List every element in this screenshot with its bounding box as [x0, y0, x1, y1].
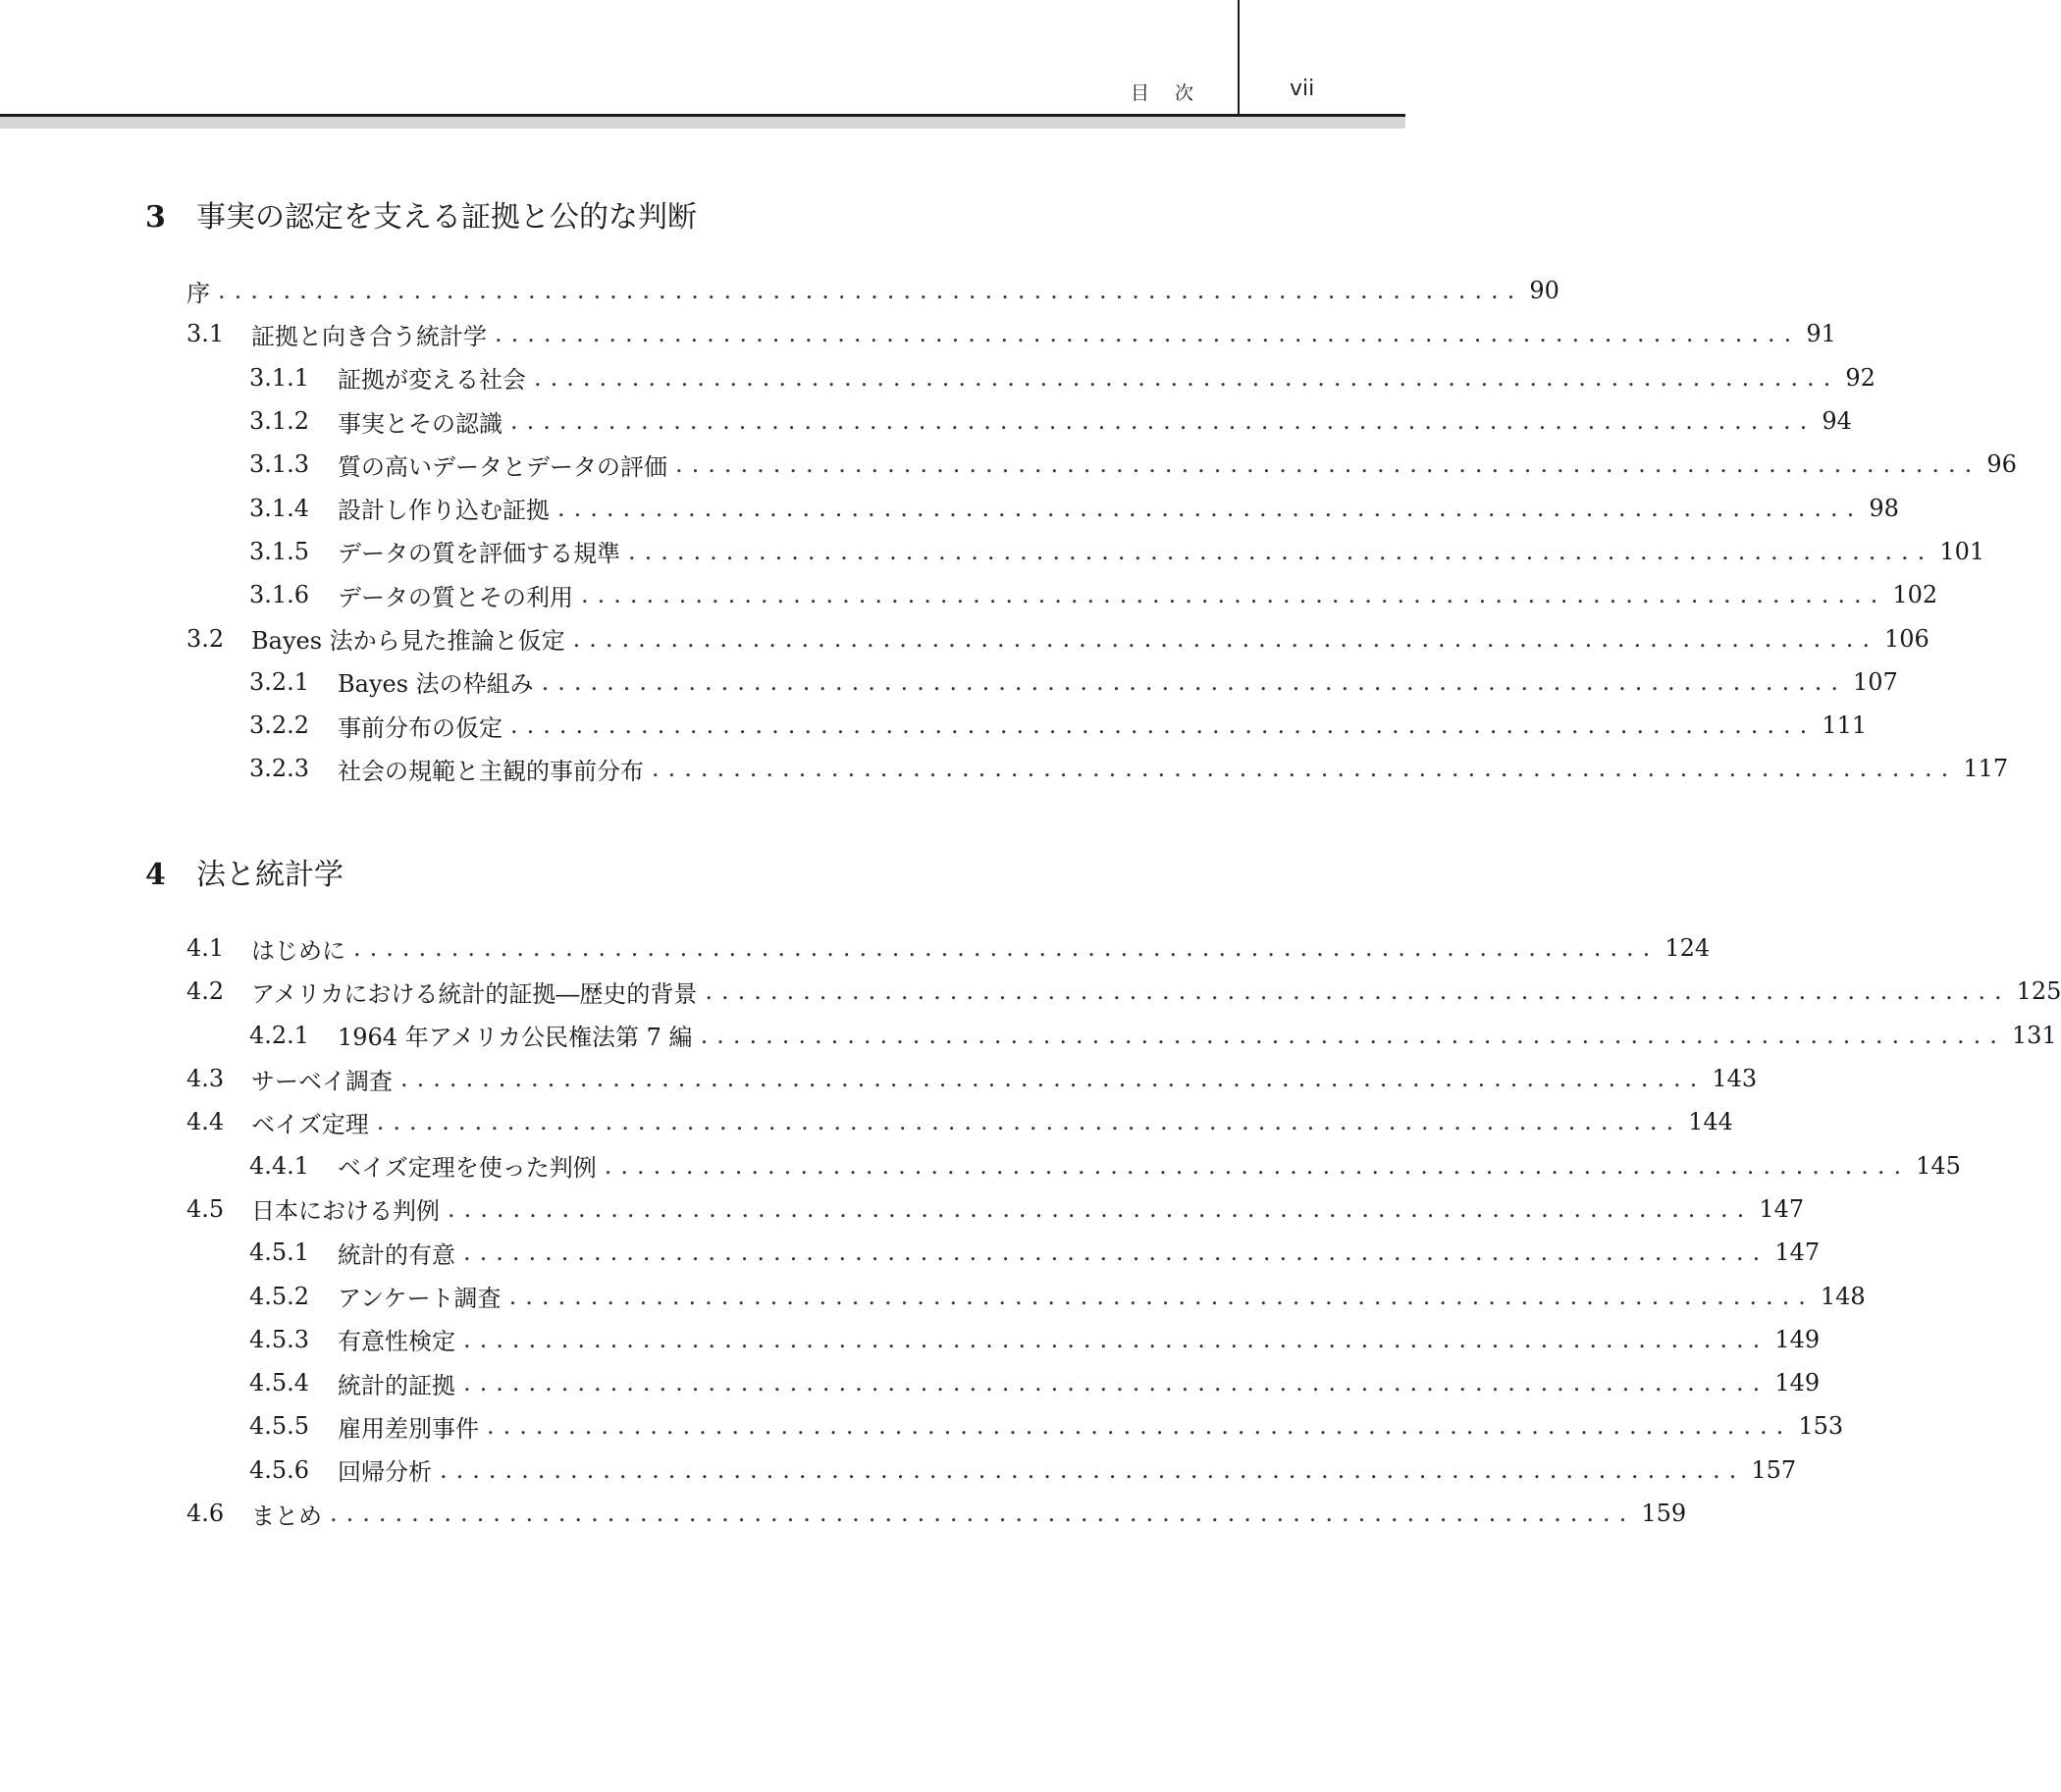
toc-leader-dots: ................................................................................: [508, 1282, 1815, 1310]
toc-entry[interactable]: [186, 399, 1852, 443]
toc-entry-page: 124: [1665, 934, 1711, 963]
toc-entry[interactable]: [186, 1274, 1866, 1317]
toc-leader-dots: ................................................................................: [510, 407, 1817, 436]
running-title: 目 次: [1130, 82, 1203, 104]
chapter-number: 4: [145, 858, 166, 892]
toc-leader-dots: ................................................................................: [510, 712, 1817, 740]
toc-entry-number: 3.1.3: [249, 450, 310, 479]
toc-list-chapter-4: [186, 926, 2061, 1535]
toc-entry-number: 4.3: [186, 1065, 225, 1093]
toc-entry[interactable]: [186, 573, 1938, 616]
toc-entry-page: 91: [1806, 320, 1836, 348]
header-vertical-rule: [1238, 0, 1240, 116]
toc-entry[interactable]: [186, 1492, 1687, 1535]
toc-entry-number: 4.5.3: [249, 1325, 310, 1353]
toc-leader-dots: ................................................................................: [534, 363, 1840, 392]
chapter-title: 法と統計学: [196, 858, 344, 892]
toc-entry-page: 98: [1869, 494, 1899, 522]
toc-entry-number: 4.5.1: [249, 1239, 310, 1267]
chapter-number: 3: [145, 200, 166, 235]
toc-entry-page: 143: [1712, 1065, 1758, 1093]
toc-leader-dots: ................................................................................: [628, 537, 1934, 565]
toc-entry-number: 4.4: [186, 1108, 225, 1136]
toc-leader-dots: ................................................................................: [463, 1239, 1770, 1267]
toc-leader-dots: ................................................................................: [700, 1021, 2006, 1049]
toc-entry-page: 131: [2011, 1021, 2057, 1049]
toc-entry[interactable]: [186, 926, 1711, 970]
toc-entry-number: 4.5.4: [249, 1369, 310, 1397]
toc-entry-page: 149: [1774, 1369, 1821, 1397]
toc-leader-dots: ................................................................................: [376, 1108, 1683, 1136]
toc-leader-dots: ................................................................................: [448, 1194, 1754, 1223]
toc-entry-number: 3.1.6: [249, 581, 310, 609]
toc-entry-title: 設計し作り込む証拠: [338, 497, 550, 525]
toc-entry-number: 3.2.2: [249, 712, 310, 740]
toc-entry[interactable]: [186, 1318, 1821, 1361]
toc-entry-title: 質の高いデータとデータの評価: [338, 452, 667, 481]
toc-entry-title: 証拠と向き合う統計学: [251, 322, 487, 350]
toc-leader-dots: ................................................................................: [604, 1151, 1911, 1180]
toc-entry-number: 4.5: [186, 1194, 225, 1223]
toc-entry[interactable]: [186, 747, 2009, 790]
toc-leader-dots: ................................................................................: [400, 1065, 1707, 1093]
toc-leader-dots: ................................................................................: [495, 320, 1801, 348]
toc-entry[interactable]: [186, 356, 1876, 399]
toc-leader-dots: ................................................................................: [675, 450, 1982, 479]
toc-entry-title: はじめに: [251, 936, 345, 965]
toc-entry-page: 117: [1963, 755, 2009, 783]
chapter-heading-3: [145, 192, 697, 236]
toc-entry-title: サーベイ調査: [251, 1067, 393, 1095]
toc-entry-number: 3.1.1: [249, 363, 310, 392]
toc-entry-page: 147: [1774, 1239, 1821, 1267]
toc-entry[interactable]: [186, 530, 1985, 573]
toc-entry-title: データの質を評価する規準: [338, 540, 620, 568]
toc-leader-dots: ................................................................................: [705, 977, 2011, 1006]
page-number: vii: [1290, 77, 1315, 101]
toc-entry[interactable]: [186, 704, 1868, 747]
toc-entry-title: データの質とその利用: [338, 583, 573, 611]
toc-entry[interactable]: [186, 312, 1836, 355]
toc-entry-number: 3.1.2: [249, 407, 310, 436]
toc-leader-dots: ................................................................................: [218, 277, 1524, 305]
toc-entry[interactable]: [186, 1057, 1758, 1100]
toc-entry-title: まとめ: [251, 1502, 322, 1530]
toc-entry-number: 4.2.1: [249, 1021, 310, 1049]
toc-entry-number: 4.5.6: [249, 1455, 310, 1484]
toc-entry-page: 125: [2016, 977, 2061, 1006]
toc-entry-title: 序: [186, 279, 210, 307]
toc-entry[interactable]: [186, 1231, 1821, 1274]
toc-leader-dots: ................................................................................: [353, 934, 1660, 963]
toc-entry-number: 3.2: [186, 624, 225, 653]
toc-entry-title: 有意性検定: [338, 1328, 455, 1356]
toc-entry-title: Bayes 法の枠組み: [338, 670, 534, 699]
toc-entry-page: 111: [1822, 712, 1868, 740]
toc-entry-page: 157: [1751, 1455, 1797, 1484]
toc-entry-number: 4.5.5: [249, 1412, 310, 1441]
toc-entry-number: 3.1.4: [249, 494, 310, 522]
toc-entry-page: 107: [1852, 667, 1898, 696]
toc-entry[interactable]: [186, 443, 2017, 486]
toc-entry-number: 3.2.1: [249, 667, 310, 696]
toc-entry-page: 102: [1892, 581, 1938, 609]
toc-entry-page: 153: [1798, 1412, 1844, 1441]
toc-entry-number: 4.4.1: [249, 1151, 310, 1180]
toc-entry-title: 事実とその認識: [338, 409, 502, 438]
toc-entry-number: 3.2.3: [249, 755, 310, 783]
toc-leader-dots: ................................................................................: [330, 1500, 1636, 1527]
toc-leader-dots: ................................................................................: [487, 1412, 1793, 1441]
toc-entry-title: 日本における判例: [251, 1197, 440, 1226]
chapter-heading-4: [145, 850, 344, 893]
toc-entry[interactable]: [186, 970, 2061, 1013]
toc-entry-page: 101: [1939, 537, 1985, 565]
toc-entry-page: 144: [1688, 1108, 1733, 1136]
toc-entry-title: 証拠が変える社会: [338, 366, 526, 395]
toc-entry-title: 事前分布の仮定: [338, 713, 502, 742]
toc-entry-number: 4.1: [186, 934, 225, 963]
toc-list-chapter-3: [186, 269, 2017, 791]
toc-leader-dots: ................................................................................: [463, 1369, 1770, 1397]
toc-leader-dots: ................................................................................: [440, 1455, 1746, 1484]
toc-entry-title: 統計的有意: [338, 1240, 455, 1269]
chapter-title: 事実の認定を支える証拠と公的な判断: [196, 200, 697, 235]
toc-entry-page: 106: [1883, 624, 1929, 653]
toc-entry-page: 90: [1529, 277, 1559, 305]
header-band: [0, 117, 1405, 129]
toc-entry-page: 147: [1759, 1194, 1805, 1223]
toc-entry[interactable]: [186, 1100, 1733, 1143]
toc-entry-title: Bayes 法から見た推論と仮定: [251, 627, 565, 656]
toc-entry[interactable]: [186, 1361, 1821, 1404]
toc-entry-number: 4.2: [186, 977, 225, 1006]
toc-leader-dots: ................................................................................: [541, 667, 1847, 696]
toc-leader-dots: ................................................................................: [572, 624, 1878, 653]
toc-entry[interactable]: [186, 1143, 1961, 1186]
toc-entry-title: 社会の規範と主観的事前分布: [338, 757, 644, 785]
toc-entry-number: 3.1: [186, 320, 225, 348]
toc-leader-dots: ................................................................................: [652, 755, 1958, 783]
toc-entry-page: 148: [1820, 1282, 1866, 1310]
toc-entry-title: アメリカにおける統計的証拠―歴史的背景: [251, 979, 698, 1008]
toc-entry-page: 149: [1774, 1325, 1821, 1353]
toc-leader-dots: ................................................................................: [557, 494, 1864, 522]
toc-entry-page: 159: [1641, 1500, 1687, 1527]
toc-entry[interactable]: [186, 660, 1898, 704]
toc-entry[interactable]: [186, 486, 1899, 529]
toc-entry-number: 4.6: [186, 1500, 225, 1527]
toc-entry-title: ベイズ定理を使った判例: [338, 1154, 597, 1183]
toc-leader-dots: ................................................................................: [581, 581, 1887, 609]
toc-entry[interactable]: [186, 269, 1559, 312]
toc-entry-title: ベイズ定理: [251, 1110, 369, 1138]
toc-entry-page: 94: [1822, 407, 1852, 436]
toc-entry-page: 145: [1916, 1151, 1961, 1180]
toc-entry-number: 3.1.5: [249, 537, 310, 565]
toc-entry-number: 4.5.2: [249, 1282, 310, 1310]
toc-entry-title: 回帰分析: [338, 1458, 432, 1487]
toc-entry-page: 96: [1986, 450, 2017, 479]
toc-entry[interactable]: [186, 1187, 1805, 1231]
toc-entry[interactable]: [186, 1449, 1797, 1492]
toc-entry-title: 雇用差別事件: [338, 1414, 479, 1443]
toc-leader-dots: ................................................................................: [463, 1325, 1770, 1353]
toc-entry-page: 92: [1845, 363, 1876, 392]
toc-entry-title: 1964 年アメリカ公民権法第 7 編: [338, 1024, 693, 1052]
toc-entry[interactable]: [186, 1404, 1844, 1448]
toc-entry-title: アンケート調査: [338, 1285, 502, 1313]
toc-entry-title: 統計的証拠: [338, 1371, 455, 1399]
toc-entry[interactable]: [186, 1014, 2057, 1057]
toc-entry[interactable]: [186, 616, 1929, 659]
